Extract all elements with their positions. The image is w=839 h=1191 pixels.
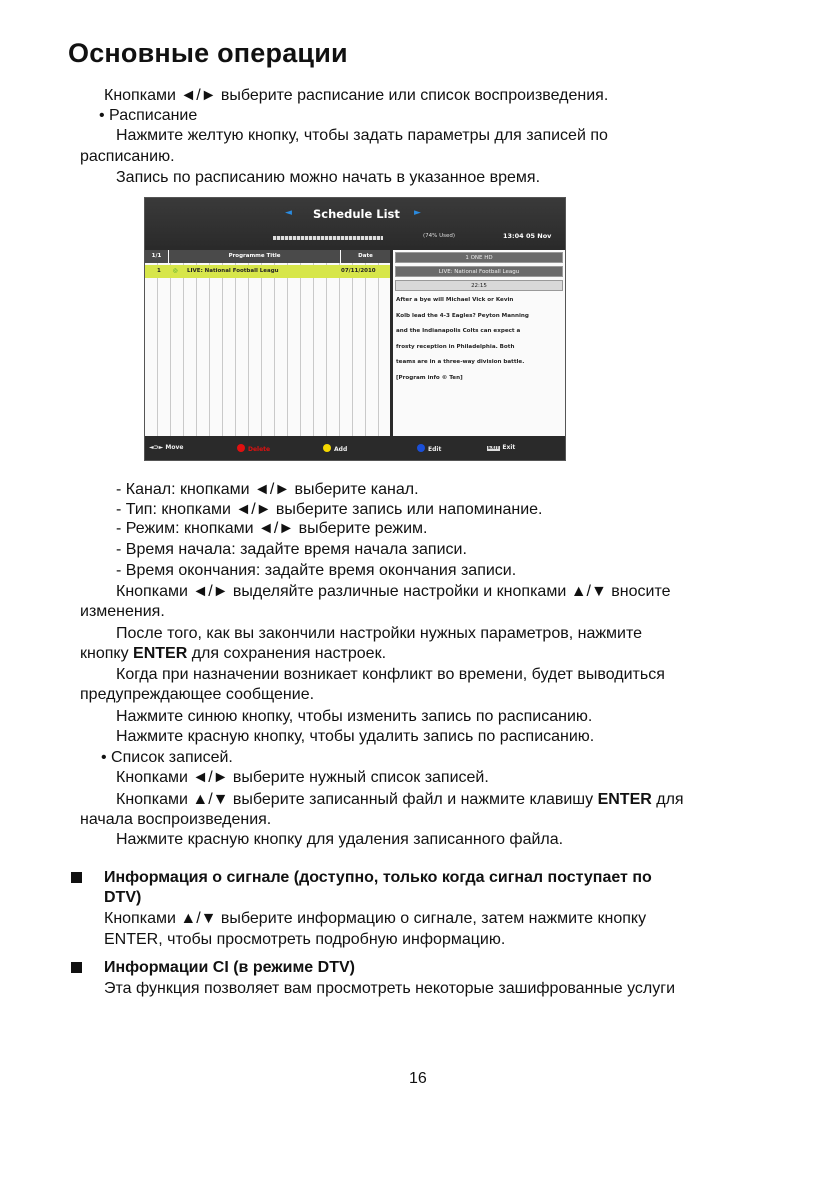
edit-hint[interactable] [417,444,441,453]
clock: 13:04 05 Nov [503,232,552,240]
row-date: 07/11/2010 [341,268,376,274]
param-end: - Время окончания: задайте время окончания записи. [116,562,517,579]
param-channel: - Канал: кнопками ◄/► выберите канал. [116,481,419,498]
exit-hint[interactable] [487,444,515,451]
exit-key-icon: EXIT [488,446,500,451]
params-line-15: Кнопками ◄/► выберите нужный список записей. [116,769,489,786]
disk-usage-text: (74% Used) [423,233,456,239]
params-line-9 [80,644,386,664]
section-bullet-icon [71,872,82,883]
schedule-row[interactable] [145,265,390,278]
schedule-table [145,250,390,436]
intro-line-3: Нажмите желтую кнопку, чтобы задать параметры для записей по [116,127,608,144]
enter-key: ENTER [597,791,652,808]
ci-heading: Информации CI (в режиме DTV) [104,959,355,976]
add-hint[interactable] [323,444,347,453]
text: для [651,791,684,808]
intro-line-4: расписанию. [80,148,175,165]
enter-key: ENTER [133,645,188,662]
col-page: 1/1 [145,250,168,263]
text: для сохранения настроек. [187,645,387,662]
desc-line: teams are in a three-way division battle. [396,359,525,365]
exit-label: Exit [502,444,516,451]
move-hint[interactable] [149,444,183,451]
params-line-6: Кнопками ◄/► выделяйте различные настройки и кнопками ▲/▼ вносите [116,583,671,600]
param-type: - Тип: кнопками ◄/► выберите запись или напоминание. [116,501,543,518]
edit-label: Edit [428,446,442,453]
right-arrow-icon: ► [414,208,421,218]
left-arrow-icon: ◄ [285,208,292,218]
blue-button-icon [417,444,425,452]
yellow-button-icon [323,444,331,452]
row-title: LIVE: National Football Leagu [187,268,279,274]
params-line-17: начала воспроизведения. [80,811,272,828]
record-icon: ◎ [173,268,178,274]
signal-heading-1: Информация о сигнале (доступно, только когда сигнал поступает по [104,869,652,886]
signal-text-2: ENTER, чтобы просмотреть подробную информацию. [104,931,506,948]
bullet-recordings: • Список записей. [101,749,233,766]
screen-title: Schedule List [313,207,400,221]
bullet-schedule: • Расписание [99,107,198,124]
disk-usage-bar [273,236,383,240]
red-button-icon [237,444,245,452]
desc-line: frosty reception in Philadelphia. Both [396,343,515,350]
desc-line: Kolb lead the 4-3 Eagles? Peyton Manning [396,312,529,319]
ci-text: Эта функция позволяет вам просмотреть некоторые зашифрованные услуги [104,980,676,997]
signal-heading-2: DTV) [104,889,142,906]
desc-line: [Program info © Ten] [396,374,463,381]
params-line-11: предупреждающее сообщение. [80,686,315,703]
param-start: - Время начала: задайте время начала записи. [116,541,467,558]
text: кнопку [80,645,134,662]
col-title: Programme Title [169,250,340,263]
screen-footer [145,438,565,460]
params-line-12: Нажмите синюю кнопку, чтобы изменить запись по расписанию. [116,708,593,725]
text: Кнопками ▲/▼ выберите записанный файл и нажмите клавишу [116,791,598,808]
programme-name: LIVE: National Football Leagu [395,266,563,277]
programme-description [396,293,564,386]
intro-line-1: Кнопками ◄/► выберите расписание или список воспроизведения. [104,87,609,104]
intro-line-5: Запись по расписанию можно начать в указанное время. [116,169,541,186]
screen-header [145,198,565,246]
params-line-8: После того, как вы закончили настройки нужных параметров, нажмите [116,625,643,642]
row-number: 1 [157,268,161,274]
move-label: Move [165,444,184,451]
channel-name: 1 ONE HD [395,252,563,263]
desc-line: and the Indianapolis Colts can expect a [396,328,521,334]
page-number: 16 [409,1070,427,1087]
params-line-13: Нажмите красную кнопку, чтобы удалить запись по расписанию. [116,728,595,745]
col-date: Date [341,250,390,263]
programme-time: 22:15 [395,280,563,291]
param-mode: - Режим: кнопками ◄/► выберите режим. [116,520,428,537]
desc-line: After a bye will Michael Vick or Kevin [396,297,514,303]
programme-info-panel [393,250,565,436]
params-line-10: Когда при назначении возникает конфликт во времени, будет выводиться [116,666,665,683]
delete-hint[interactable] [237,444,270,453]
page-title: Основные операции [68,38,348,68]
schedule-list-screenshot [144,197,566,461]
params-line-18: Нажмите красную кнопку для удаления записанного файла. [116,831,564,848]
delete-label: Delete [248,446,271,453]
params-line-16 [116,790,684,810]
signal-text-1: Кнопками ▲/▼ выберите информацию о сигнале, затем нажмите кнопку [104,910,647,927]
move-icon: ◄⊃► [149,444,164,451]
section-bullet-icon [71,962,82,973]
add-label: Add [334,446,348,453]
params-line-7: изменения. [80,603,165,620]
